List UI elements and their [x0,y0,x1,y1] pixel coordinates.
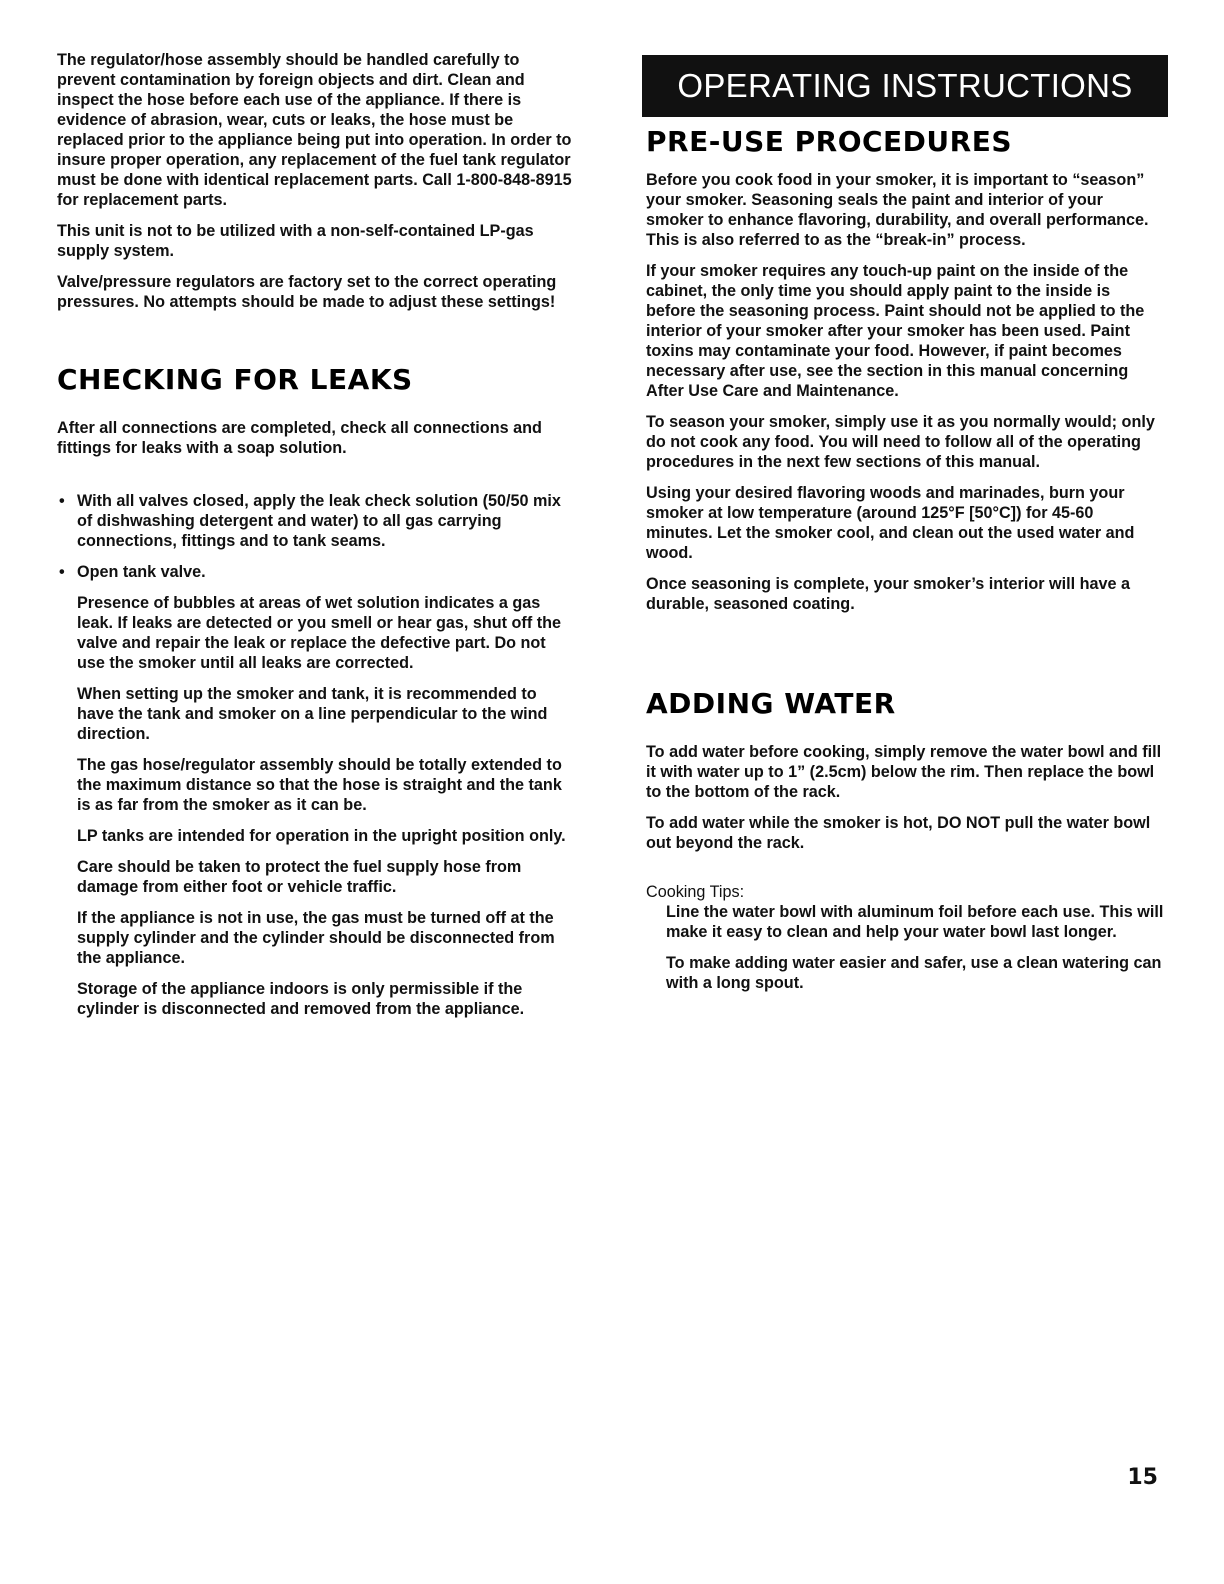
hose-protection-paragraph: Care should be taken to protect the fuel supply hose from damage from either foot or vehicle traffic. [77,858,522,896]
seasoning-complete-paragraph: Once seasoning is complete, your smoker’s interior will have a durable, seasoned coating. [646,575,1130,613]
burn-temperature-paragraph: Using your desired flavoring woods and marinades, burn your smoker at low temperature (around 125°F [50°C]) for 45-60 minutes. Let the smoker cool, and clean out the used water and wood. [646,484,1135,562]
checking-for-leaks-heading: CHECKING FOR LEAKS [57,363,413,396]
water-while-hot-paragraph: To add water while the smoker is hot, DO NOT pull the water bowl out beyond the rack. [646,814,1151,852]
regulator-hose-paragraph: The regulator/hose assembly should be handled carefully to prevent contamination by foreign objects and dirt. Clean and inspect the hose before each use of the appliance. If there is evidence of abrasion, wear, cuts or leaks, the hose must be replaced prior to the appliance being put into operation. In order to insure proper operation, any replacement of the fuel tank regulator must be done with identical replacement parts. Call 1-800-848-8915 for replacement parts. [57,51,572,209]
cooking-tip-foil: Line the water bowl with aluminum foil before each use. This will make it easy to clean and help your water bowl last longer. [666,903,1164,941]
page-number: 15 [1127,1465,1158,1490]
wind-direction-paragraph: When setting up the smoker and tank, it is recommended to have the tank and smoker on a line perpendicular to the wind direction. [77,685,548,743]
touch-up-paint-paragraph: If your smoker requires any touch-up paint on the inside of the cabinet, the only time you should apply paint to the inside is before the seasoning process. Paint should not be applied to the interior of your smoker after your smoker has been used. Paint toxins may contaminate your food. However, if paint becomes necessary after use, see the section in this manual concerning After Use Care and Maintenance. [646,262,1145,400]
season-intro-paragraph: Before you cook food in your smoker, it is important to “season” your smoker. Seasoning seals the paint and interior of your smoker to enhance flavoring, durability, and overall performance. This is also referred to as the “break-in” process. [646,171,1149,249]
banner-title: OPERATING INSTRUCTIONS [677,67,1133,104]
valve-pressure-paragraph: Valve/pressure regulators are factory set to the correct operating pressures. No attempts should be made to adjust these settings! [57,273,557,311]
adding-water-heading: ADDING WATER [646,687,896,720]
pre-use-procedures-heading: PRE-USE PROCEDURES [646,125,1012,158]
leak-check-details [57,593,575,1019]
indoor-storage-paragraph: Storage of the appliance indoors is only permissible if the cylinder is disconnected and removed from the appliance. [77,980,525,1018]
upright-tank-paragraph: LP tanks are intended for operation in the upright position only. [77,827,566,845]
season-method-paragraph: To season your smoker, simply use it as you normally would; only do not cook any food. You will need to follow all of the operating procedures in the next few sections of this manual. [646,413,1155,471]
hose-extension-paragraph: The gas hose/regulator assembly should be totally extended to the maximum distance so that the hose is straight and the tank is as far from the smoker as it can be. [77,756,562,814]
right-column [646,55,1164,1004]
lp-gas-supply-paragraph: This unit is not to be utilized with a non-self-contained LP-gas supply system. [57,222,534,260]
cooking-tips-heading: Cooking Tips: [646,883,745,901]
bubbles-paragraph: Presence of bubbles at areas of wet solution indicates a gas leak. If leaks are detected or you smell or hear gas, shut off the valve and repair the leak or replace the defective part. Do not use the smoker until all leaks are corrected. [77,594,561,672]
leak-check-bullet-list [57,491,575,582]
bullet-item-apply-solution: • With all valves closed, apply the leak check solution (50/50 mix of dishwashing detergent and water) to all gas carrying connections, fittings and to tank seams. [57,491,575,551]
water-before-cooking-paragraph: To add water before cooking, simply remove the water bowl and fill it with water up to 1” (2.5cm) below the rim. Then replace the bowl to the bottom of the rack. [646,743,1162,801]
operating-instructions-banner [642,55,1168,117]
cooking-tip-watering-can: To make adding water easier and safer, use a clean watering can with a long spout. [666,954,1162,992]
bullet-item-open-tank-valve: • Open tank valve. [57,562,575,582]
gas-off-paragraph: If the appliance is not in use, the gas must be turned off at the supply cylinder and the cylinder should be disconnected from the appliance. [77,909,555,967]
checking-intro-paragraph: After all connections are completed, check all connections and fittings for leaks with a soap solution. [57,419,542,457]
left-column [57,50,575,1030]
